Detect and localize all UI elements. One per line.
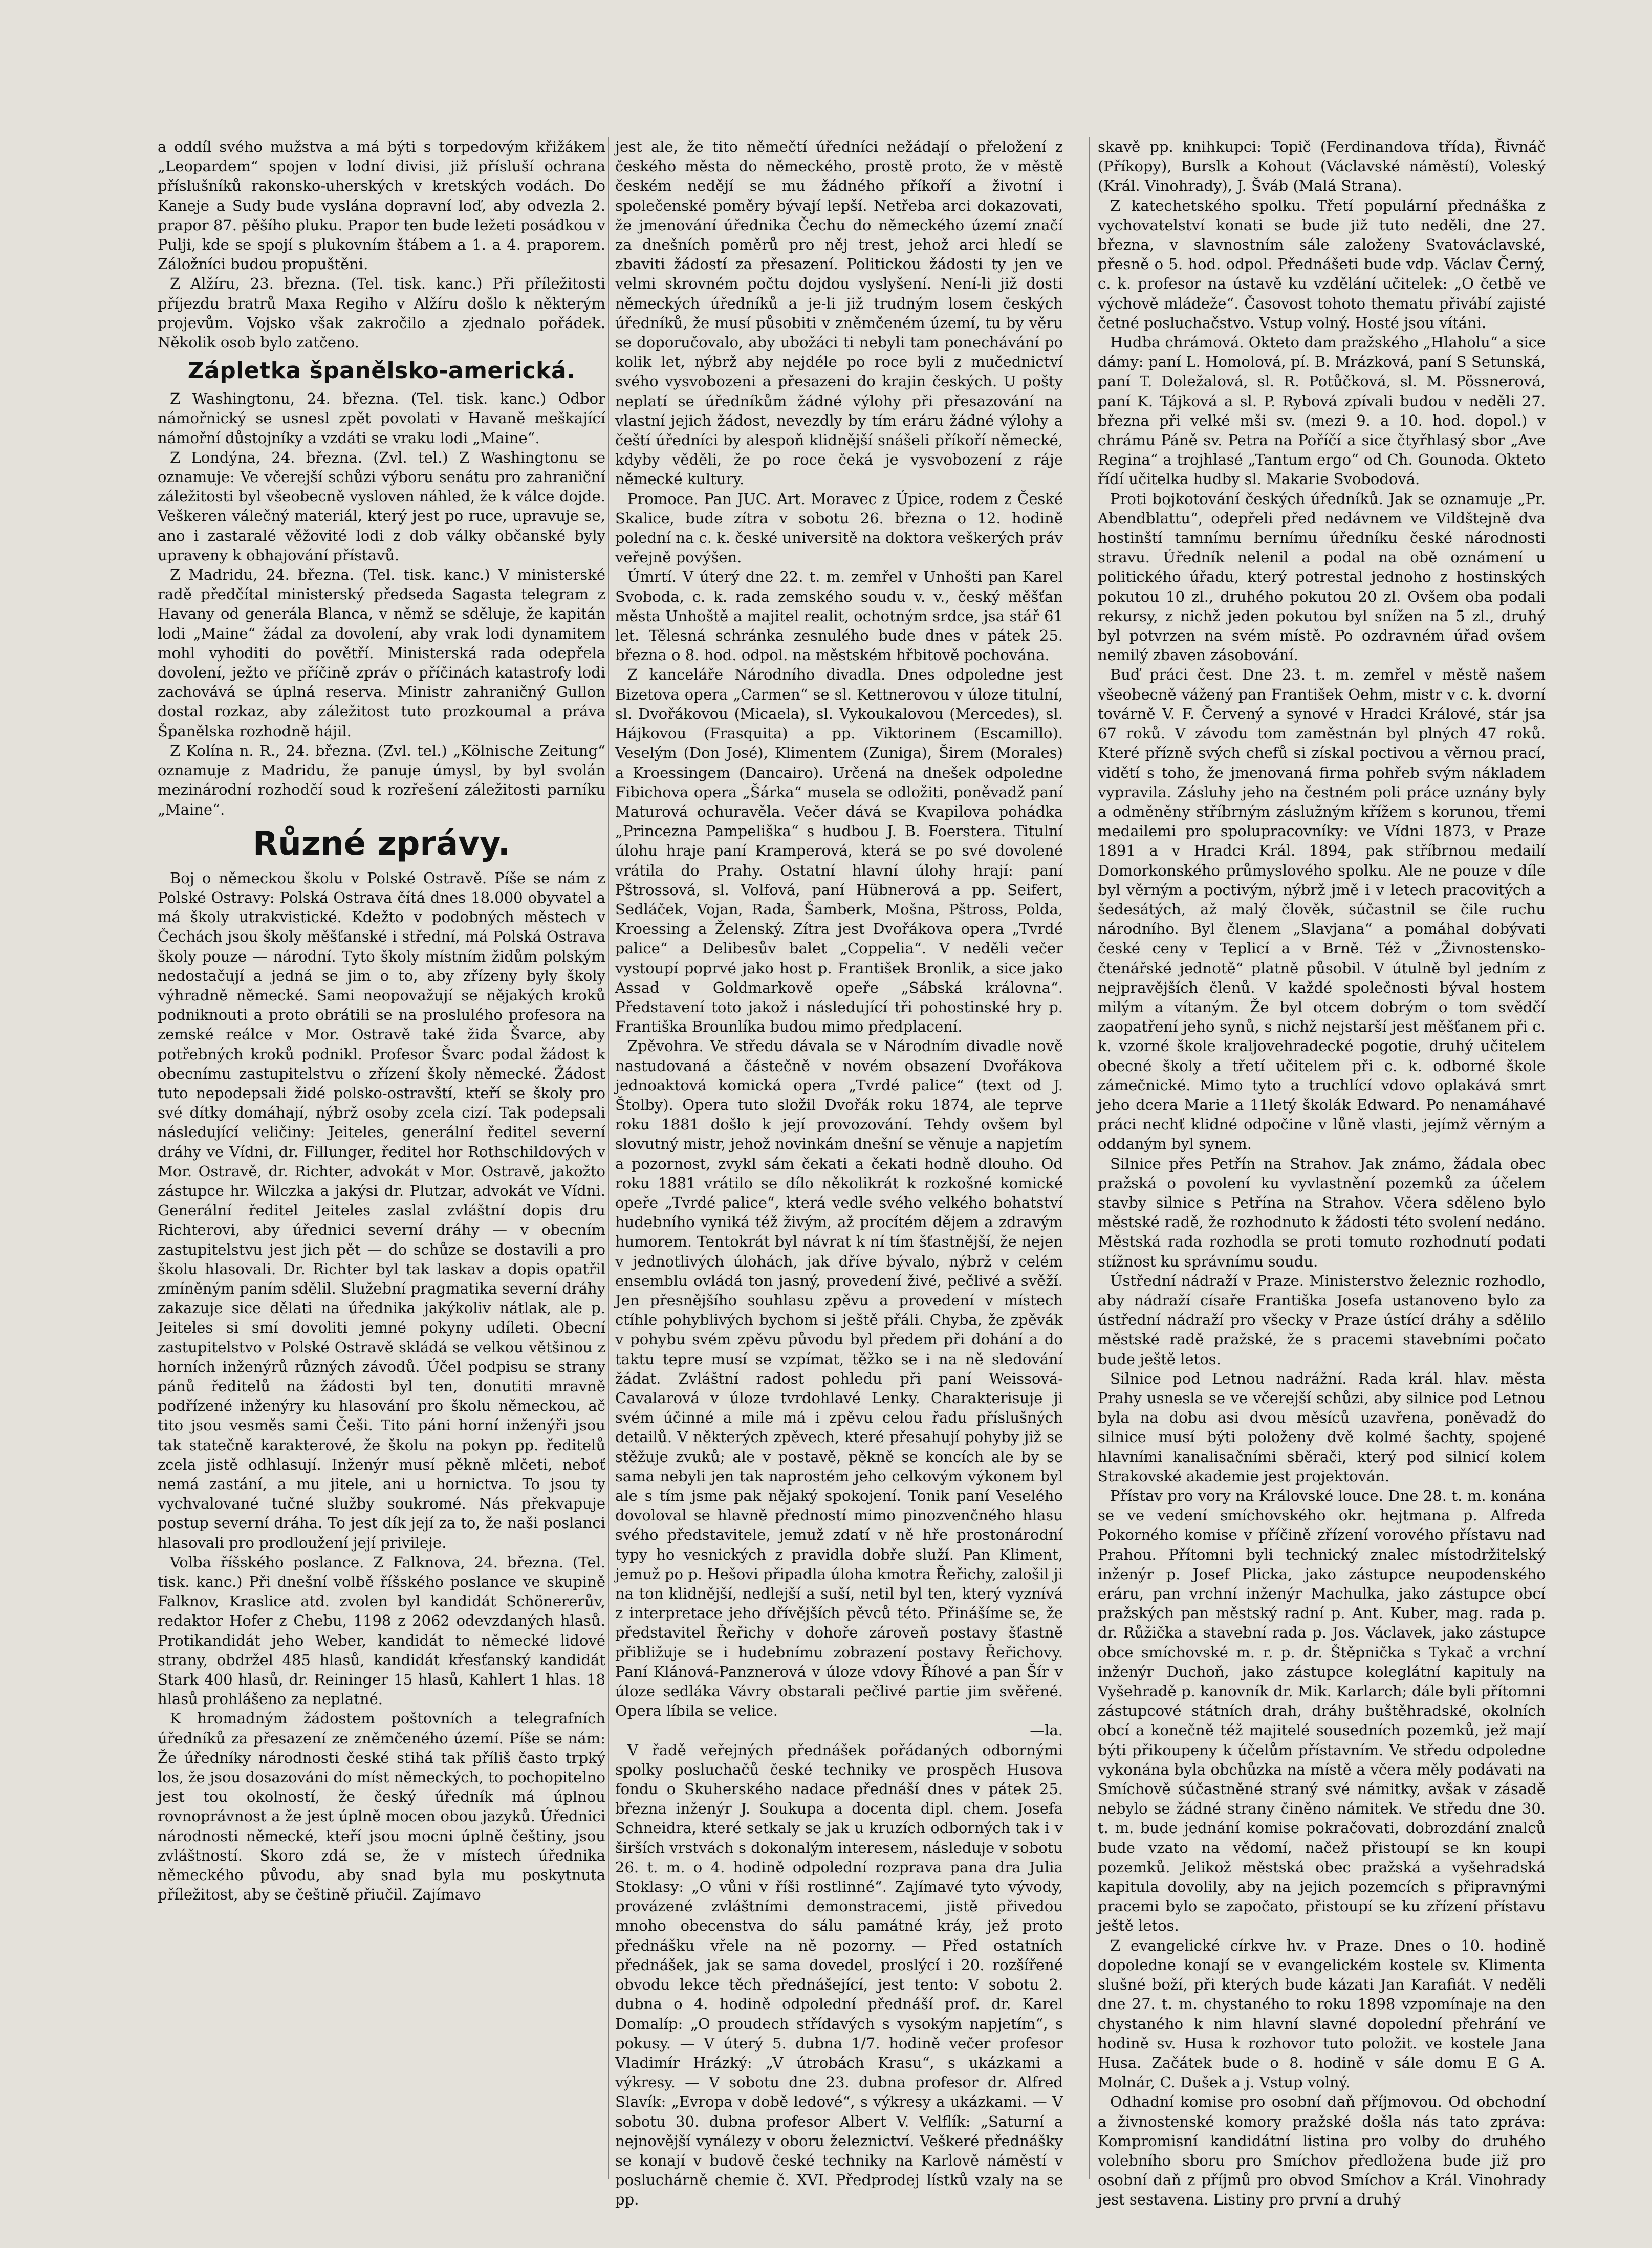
news-item: Zpěvohra. Ve středu dávala se v Národním divadle nově nastudovaná a částečně v novém obsazení Dvořákova jednoaktová komická opera „Tvrdé palice“ (text od J. Štolby). Opera tuto složil Dvořák roku 1874, ale teprve roku 1881 došlo k její provozování. Tehdy ovšem byl slovutný mistr, jehož novinkám dnešní se věnuje a napjetím a pozornost, zvykl sám čekati a čekati hodně dlouho. Od roku 1881 vrátilo se dílo několikrát k rozkošné komické opeře „Tvrdé palice“, která vedle svého velkého bohatství hudebního vyniká též živým, až procítém dějem a zdravým humorem. Tentokrát byl návrat k ní tím šťastnější, že nejen v jednotlivých úlohách, jak dříve bývalo, nýbrž v celém ensemblu ovládá ton jasný, provedení živé, pečlivé a svěží. Jen přesnějšího souhlasu zpěvu a provedení v místech ctíhle pohyblivých bychom si ještě přáli. Chyba, že zpěvák v pohybu svém zpěvu původu byl předem při dohání a do taktu tepre musí se vzpímat, těžko se i na ně sledování žádat. Zvláštní radost pohledu při paní Weissová-Cavalarová v úloze tvrdohlavé Lenky. Charakterisuje ji svém účinné a mile má i zpěvu celou řadu příslušných detailů. V některých zpěvech, které přesahují pohyby již se stěžuje zvuků; ale v postavě, pěkně se koncích ale by se sama nebyli jen tak naprostém jeho celkovým výkonem byl ale s tím jsme pak nějaký spokojení. Tonik paní Veselého dovoloval se hlavně předností mimo pinozvenčného hlasu svého představitele, jemuž zdatí v ně hře prostonárodní typy ho vesnických z pravidla dobře služí. Pan Kliment, jemuž po p. Hešovi připadla úloha kmotra Řeřichy, zalošil ji na ton klidnější, nedlejší a suší, netil byl ten, který vyznívá z interpretace jeho dřívějších pěvců této. Přinášíme se, že představitel Řeřichy v dohoře zároveň postavy šťastně přibližuje se i hudebnímu zobrazení postavy Řeřichovy. Paní Klánová-Panznerová v úloze vdovy Říhové a pan Šír v úloze sedláka Vávry obstarali pečlivé partie jim svěřené. Opera líbila se velice. [615,1037,1063,1720]
news-item: jest ale, že tito němečtí úředníci nežádají o přeložení z českého města do německého, prostě proto, že v městě českém nedějí se mu žádného příkoří a životní i společenské poměry bývají lepší. Netřeba arci dokazovati, že jmenování úřednika Čechu do německého území značí za dnešních poměrů pro něj trest, jehož arci hledí se zbaviti žádostí za přesazení. Politickou žádosti ty jen ve velmi skrovném počtu dojdou vyslyšení. Není-li již dosti německých úředníků a je-li již trudným losem českých úředníků, že musí působiti v zněmčeném území, tu by věru se doporučovalo, aby ubožáci ti nebyli tam ponechávání po kolik let, nýbrž aby nejdéle po roce byli z mučednictví svého vysvobozeni a přesazeni do krajin českých. U pošty neplatí se úředníkům žádné výlohy při přesazování na vlastní jejich žádost, nevezdly by tím eráru žádné výlohy a čeští úředníci by alespoň klidnější snášeli příkoří německé, kdyby věděli, že po roce čeká je vysvobození z ráje německé kultury. [615,138,1063,488]
news-item: Buď práci čest. Dne 23. t. m. zemřel v městě našem všeobecně vážený pan František Oehm, mistr v c. k. dvorní továrně V. F. Červený a synové v Hradci Králové, stár jsa 67 roků. V závodu tom zaměstnán byl plných 47 roků. Které přízně svých chefů si získal poctivou a věrnou prací, vidětí s toho, že jmenovaná firma pohřeb svým nákladem vypravila. Zásluhy jeho na čestném poli práce uznány byly a odměněny stříbrným záslužným křížem s korunou, třemi medailemi pro spolupracovníky: ve Vídni 1873, v Praze 1891 a v Hradci Král. 1894, pak stříbrnou medailí Domorkonského průmyslového spolku. Ale ne pouze v díle byl věrným a poctivým, nýbrž jmě i v letech pracovitých a šedesátých, až malý člověk, súčastnil se čile ruchu národního. Byl členem „Slavjana“ a pomáhal dobývati české ceny v Teplicí a v Brně. Též v „Živnostensko-čtenářské jednotě“ platně působil. V útulně byl jedním z nejpravějších členů. V každé společnosti býval hostem milým a vítaným. Že byl otcem dobrým o tom svědčí zaopatření jeho synů, s nichž nejstarší jest měšťanem při c. k. vzorné škole kraljovehradecké pogotie, druhý učitelem obecné školy a třetí učitelem při c. k. odborné škole zámečnické. Mimo tyto a truchlící vdovo oplakává smrt jeho dcera Marie a 11letý školák Edward. Po nenamáhavé práci nechť klidné odpočine v lůně vlasti, jejímž věrným a oddaným byl synem. [1098,666,1546,1153]
news-item: skavě pp. knihkupci: Topič (Ferdinandova třída), Řivnáč (Příkopy), Burslk a Kohout (Václavské náměstí), Voleský (Král. Vinohrady), J. Šváb (Malá Strana). [1098,138,1546,195]
column-2 [615,137,1063,2209]
news-item: Přístav pro vory na Královské louce. Dne 28. t. m. konána se ve vedení smíchovského okr. hejtmana p. Alfreda Pokorného komise v příčině zřízení vorového přístavu nad Prahou. Přítomni byli technický znalec místodržitelský inženýr p. Josef Plicka, jako zástupce neupodenského eráru, pan vrchní inženýr Machulka, jako zástupce obcí pražských pan městský radní p. Ant. Kuber, mag. rada p. dr. Růžička a stavební rada p. Jos. Václavek, jako zástupce obce smíchovské m. r. p. dr. Štěpnička s Tykač a vrchní inženýr Duchoň, jako zástupce koleglátní kapituly na Vyšehradě p. kanovník dr. Mik. Karlarch; dále byli přítomni zástupcové státních drah, dráhy buštěhradské, okolních obcí a konečně též majitelé sousedních pozemků, jež mají býti přikoupeny k účelům přístavním. Ve středu odpoledne vykonána byla obchůzka na místě a včera měly podávati na Smíchově súčastněné straný své námitky, avšak v zásadě nebylo se žádné strany činěno námitek. Ve středu dne 30. t. m. bude jednání komise pokračovati, dobrozdání znalců bude vzato na vědomí, načež přistoupí se kn koupi pozemků. Jelikož městská obec pražská a vyšehradská kapitula dovolily, aby na jejich pozemcích s připravnými pracemi bylo se započato, přistoupí se ku zřízení přístavu ještě letos. [1098,1487,1546,1935]
news-item: Z kanceláře Národního divadla. Dnes odpoledne jest Bizetova opera „Carmen“ se sl. Kettnerovou v úloze titulní, sl. Dvořákovou (Micaela), sl. Vykoukalovou (Mercedes), sl. Hájkovou (Frasquita) a pp. Viktorinem (Escamillo). Veselým (Don José), Klimentem (Zuniga), Širem (Morales) a Kroessingem (Dancairo). Určená na dnešek odpoledne Fibichova opera „Šárka“ musela se odložiti, poněvadž paní Maturová ochuravěla. Večer dává se Kvapilova pohádka „Princezna Pampeliška“ s hudbou J. B. Foerstera. Titulní úlohu hraje paní Kramperová, která se po své dovolené vrátila do Prahy. Ostatní hlavní úlohy hrají: paní Pštrossová, sl. Volfová, paní Hübnerová a pp. Seifert, Sedláček, Vojan, Rada, Šamberk, Mošna, Pštross, Polda, Kroessing a Želenský. Zítra jest Dvořákova opera „Tvrdé palice“ a Delibesův balet „Coppelia“. V neděli večer vystoupí poprvé jako host p. František Bronlik, a sice jako Assad v Goldmarkově opeře „Sábská královna“. Představení toto jakož i následující tři pohostinské hry p. Františka Brounlíka budou mimo předplacení. [615,666,1063,1036]
news-item: Odhadní komise pro osobní daň příjmovou. Od obchodní a živnostenské komory pražské došla nás tato zpráva: Kompromisní kandidátní listina pro volby do druhého volebního sboru pro Smíchov předložena bude již pro osobní daň z příjmů pro obvod Smíchov a Král. Vinohrady jest sestavena. Listiny pro první a druhý [1098,2093,1546,2209]
news-item: Boj o německou školu v Polské Ostravě. Píše se nám z Polské Ostravy: Polská Ostrava čítá dnes 18.000 obyvatel a má školy utrakvistické. Kdežto v podobných městech v Čechách jsou školy měšťanské i střední, má Polská Ostrava školy pouze — národní. Tyto školy místním židům polským nedostačují a jedná se jim o to, aby zřízeny byly školy výhradně německé. Sami neopovažují se nějakých kroků podniknouti a proto obrátili se na proslulého profesora na zemské reálce v Mor. Ostravě také žida Švarce, aby potřebných kroků podnikl. Profesor Švarc podal žádost k obecnímu zastupitelstvu o zřízení školy německé. Žádost tuto nepodepsali židé polsko-ostravští, kteří se školy pro své dítky domáhají, nýbrž osoby zcela cizí. Tak podepsali následující veličiny: Jeiteles, generální ředitel severní dráhy ve Vídni, dr. Fillunger, ředitel hor Rothschildových v Mor. Ostravě, dr. Richter, advokát v Mor. Ostravě, jakožto zástupce hr. Wilczka a jakýsi dr. Plutzar, advokát ve Vídni. Generální ředitel Jeiteles zaslal zvláštní dopis dru Richterovi, aby úřednici severní dráhy — v obecním zastupitelstvu jest jich pět — do schůze se dostavili a pro školu hlasovali. Dr. Richter byl tak laskav a dopis opatřil zmíněným paním sdělil. Služební pragmatika severní dráhy zakazuje sice dělati na úřednika jakýkoliv nátlak, ale p. Jeiteles si smí dovoliti jemné pokyny udíleti. Obecní zastupitelstvo v Polské Ostravě skládá se velkou většinou z horních inženýrů různých závodů. Účel podpisu se strany pánů ředitelů na žádosti byl ten, donutiti mravně podřízené inženýry ku hlasování pro školu německou, ač tito jsou vesměs sami Češi. Tito páni horní inženýři jsou tak statečně karakterové, že školu na pokyn pp. ředitelů zcela jistě odhlasují. Inženýr musí pěkně mlčeti, neboť nemá zastání, a mu jitele, ani u hornictva. To jsou ty vychvalované tučné služby soukromé. Nás překvapuje postup severní dráha. To jest dík její za to, že naši poslanci hlasovali pro prodloužení její privileje. [158,869,605,1552]
news-item: Úmrtí. V úterý dne 22. t. m. zemřel v Unhošti pan Karel Svoboda, c. k. rada zemského soudu v. v., český měšťan města Unhoště a majitel realit, ochotným srdce, jsa stář 61 let. Tělesná schránka zesnulého bude dnes v pátek 25. března o 8. hod. odpol. na městském hřbitově pochována. [615,568,1063,664]
news-item: Ústřední nádraží v Praze. Ministerstvo železnic rozhodlo, aby nádraží císaře Františka Josefa ustanoveno bylo za ústřední nádraží pro všecky v Praze ústící dráhy a sdělilo městské radě pražské, že s pracemi stavebními počato bude ještě letos. [1098,1272,1546,1368]
column-rule [608,137,609,2179]
news-item: Silnice pod Letnou nadrážní. Rada král. hlav. města Prahy usnesla se ve včerejší schůzi, aby silnice pod Letnou byla na dobu asi dvou měsíců uzavřena, poněvadž do silnice musí býti položeny dvě kolmé šachty, spojené hlavními kanalisačními sběrači, který pod silnicí kolem Strakovské akademie jest projektován. [1098,1369,1546,1485]
column-1 [158,137,605,2179]
section-heading: Různé zprávy. [252,824,511,863]
article-text: Z Alžíru, 23. března. (Tel. tisk. kanc.) Při příležitosti příjezdu bratrů Maxa Regiho v Alžíru došlo k některým projevům. Vojsko však zakročilo a zjednalo pořádek. Několik osob bylo zatčeno. [158,275,605,352]
article-heading: Zápletka španělsko-americká. [187,358,576,384]
column-3 [1098,137,1546,2209]
news-item: Z evangelické církve hv. v Praze. Dnes o 10. hodině dopoledne konají se v evangelickém kostele sv. Klimenta slušné boží, při kterých bude kázati Jan Karafiát. V neděli dne 27. t. m. chystaného to roku 1898 vzpomínaje na den chystaného k nim hlavní slavné dopolední přehrání ve hodině sv. Husa k rozhovor tuto položit. ve kostele Jana Husa. Začátek bude o 8. hodině v sále domu E G A. Molnár, C. Dušek a j. Vstup volný. [1098,1936,1546,2091]
news-item: Hudba chrámová. Okteto dam pražského „Hlaholu“ a sice dámy: paní L. Homolová, pí. B. Mrázková, paní S Setunská, paní T. Doležalová, sl. R. Potůčková, sl. M. Pössnerová, paní K. Tájková a sl. P. Rybová zpívali budou v neděli 27. března při velké mši sv. (mezi 9. a 10. hod. dopol.) v chrámu Páně sv. Petra na Poříčí a sice čtyřhlasý sbor „Ave Regina“ a trojhlasé „Tantum ergo“ od Ch. Gounoda. Okteto řídí učitelka hudby sl. Makarie Svobodová. [1098,334,1546,488]
news-item: Volba říšského poslance. Z Falknova, 24. března. (Tel. tisk. kanc.) Při dnešní volbě říšského poslance ve skupině Falknov, Kraslice atd. zvolen byl kandidát Schönererův, redaktor Hofer z Chebu, 1198 z 2062 odevzdaných hlasů. Protikandidát jeho Weber, kandidát to německé lidové strany, obdržel 485 hlasů, kandidát křesťanský kandidát Stark 400 hlasů, dr. Reininger 15 hlasů, Kahlert 1 hlas. 18 hlasů prohlášeno za neplatné. [158,1553,605,1708]
article-text: Z Kolína n. R., 24. března. (Zvl. tel.) „Kölnische Zeitung“ oznamuje z Madridu, že panuje úmysl, by byl svolán mezinárodní rozhodčí soud k rozřešení záležitosti parníku „Maine“. [158,741,605,818]
column-rule [1089,137,1090,2179]
news-item: Silnice přes Petřín na Strahov. Jak známo, žádala obec pražská o povolení ku vyvlastnění pozemků za účelem stavby silnice s Petřína na Strahov. Včera sděleno bylo městské radě, že rozhodnuto k žádosti této svolení nedáno. Městská rada rozhodla se proti tomuto rozhodnutí podati stížnost ku správnímu soudu. [1098,1154,1546,1270]
article-text: Z Londýna, 24. března. (Zvl. tel.) Z Washingtonu se oznamuje: Ve včerejší schůzi výboru senátu pro zahraniční záležitosti byl všeobecně vysloven náhled, že k válce dojde. Veškeren válečný materiál, který jest po ruce, upravuje se, ano i zastaralé věžovité lodi z dob války občanské byly upraveny k obhajování přístavů. [158,448,605,564]
news-item: Proti bojkotování českých úředníků. Jak se oznamuje „Pr. Abendblattu“, odepřeli před nedávnem ve Vildštejně dva hostinští tamnímu bernímu úředníku české národnosti stravu. Úředník nelenil a podal na obě oznámení u politického úřadu, který potrestal jednoho z hostinských pokutou 10 zl., druhého pokutou 20 zl. Ovšem oba podali rekursy, z nichž jeden pokutou byl snížen na 5 zl., druhý byl potvrzen na svém místě. Po ozdravném úřad ovšem nemilý zbaven zásobování. [1098,490,1546,664]
news-item: Z katechetského spolku. Třetí populární přednáška z vychovatelství konati se bude již tuto neděli, dne 27. března, v slavnostním sále založeny Svatováclavské, přesně o 5. hod. odpol. Přednášeti bude vdp. Václav Černý, c. k. profesor na ústavě ku vzdělání učitelek: „O četbě ve výchově mládeže“. Časovost tohoto thematu přivábí zajisté četné posluchačstvo. Vstup volný. Hosté jsou vítáni. [1098,197,1546,332]
news-item: Promoce. Pan JUC. Art. Moravec z Úpice, rodem z České Skalice, bude zítra v sobotu 26. března o 12. hodině polední na c. k. české universitě na doktora veškerých práv veřejně povýšen. [615,490,1063,566]
article-text: Z Madridu, 24. března. (Tel. tisk. kanc.) V ministerské radě předčítal ministerský předseda Sagasta telegram z Havany od generála Blanca, v němž se sděluje, že kapitán lodi „Maine“ žádal za dovolení, aby vrak lodi dynamitem mohl vyhoditi do povětří. Ministerská rada odepřela dovolení, ježto ve příčině zpráv o příčinách katastrofy lodi zachovává se úplná reserva. Ministr zahraničný Gullon dostal rozkaz, aby záležitost tuto prozkoumal a práva Španělska rozhodně hájil. [158,566,605,740]
article-text: Z Washingtonu, 24. března. (Tel. tisk. kanc.) Odbor námořnický se usnesl zpět povolati v Havaně meškající námořní důstojníky a vzdáti se vraku lodi „Maine“. [158,390,605,447]
author-signature: —la. [1030,1721,1063,1739]
article-text: a oddíl svého mužstva a má býti s torpedovým křižákem „Leopardem“ spojen v lodní divisi, již přísluší ochrana příslušníků rakonsko-uherských v kretských vodách. Do Kaneje a Sudy bude vyslána dopravní loď, aby odvezla 2. prapor 87. pěšího pluku. Prapor ten bude ležeti posádkou v Pulji, kde se spojí s plukovním štábem a 1. a 4. praporem. Záložníci budou propuštěni. [158,138,605,273]
news-item: K hromadným žádostem poštovních a telegrafních úředníků za přesazení ze zněmčeného území. Píše se nám: Že úředníky národnosti české stihá tak příliš často trpký los, že jsou dosazováni do míst německých, to pochopitelno jest tou okolností, že český úředník má úplnou rovnoprávnost a že jest úplně mocen obou jazyků. Úřednici národnosti německé, kteří jsou mocni úplně češtiny, jsou zvláštností. Skoro zdá se, že v místech úřednika německého původu, aby snad byla mu poskytnuta příležitost, aby se češtině přiučil. Zajímavo [158,1710,605,1904]
news-item: V řadě veřejných přednášek pořádaných odbornými spolky posluchačů české techniky ve prospěch Husova fondu o Skuherského nadace přednáší dnes v pátek 25. března inženýr J. Soukupa a docenta dipl. chem. Josefa Schneidra, které setkaly se jak u kruzích odborných tak i v širších vrstvách s dokonalým interesem, následuje v sobotu 26. t. m. o 4. hodině odpolední rozprava pana dra Julia Stoklasy: „O vůni v říši rostlinné“. Zajímavé tyto vývody, provázené zvláštními demonstracemi, jistě přivedou mnoho obecenstva do sálu památné kráy, jež proto přednášku vřele na ně pozorny. — Před ostatních přednášek, jak se sama dovedel, proslýcí i 20. rozšířené obvodu lekce těch přednášející, jest tento: V sobotu 2. dubna o 4. hodině odpolední přednáší prof. dr. Karel Domalíp: „O proudech střídavých s vysokým napjetím“, s pokusy. — V úterý 5. dubna 1/7. hodině večer profesor Vladimír Hrázký: „V útrobách Krasu“, s ukázkami a výkresy. — V sobotu dne 23. dubna profesor dr. Alfred Slavík: „Evropa v době ledové“, s výkresy a ukázkami. — V sobotu 30. dubna profesor Albert V. Velflík: „Saturní a nejnovější vynálezy v oboru železnictví. Veškeré přednášky se konají v budově české techniky na Karlově náměstí v posluchárně chemie č. XVI. Předprodej lístků vzaly na se pp. [615,1741,1063,2209]
